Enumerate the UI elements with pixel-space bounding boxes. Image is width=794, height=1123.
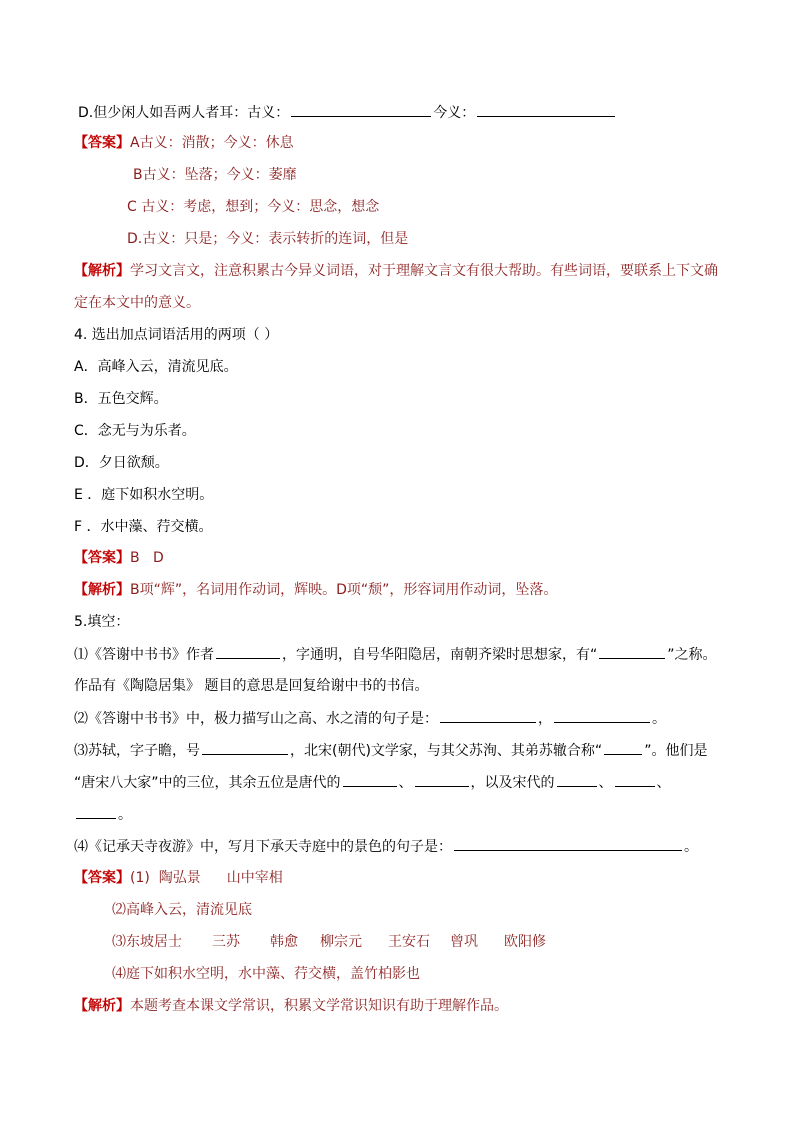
blank [454,836,682,851]
analysis-4 [74,580,557,600]
text: ， [538,711,552,727]
question-5-part4 [74,836,698,857]
answer-3d: D.古义：只是；今义：表示转折的连词，但是 [127,231,409,247]
answer-item: 曾巩 [450,934,478,950]
answer-item: 王安石 [388,934,430,950]
text: ⑵《答谢中书书》中，极力描写山之高、水之清的句子是： [74,711,438,727]
analysis-5 [74,996,508,1016]
answer-tag: 【答案】 [74,870,130,886]
text: ，字通明，自号华阳隐居，南朝齐梁时思想家，有“ [282,647,598,663]
answer-5-l1b: 山中宰相 [226,870,283,886]
text: 、 [598,775,613,791]
text: ⑴《答谢中书书》作者 [74,647,214,663]
text: 、 [656,775,671,791]
answer-5-l1a: (1) 陶弘景 [130,870,201,886]
question-4-option: D．夕日欲颓。 [74,455,169,471]
analysis-tag: 【解析】 [74,263,130,279]
analysis-3-line2: 定在本文中的意义。 [74,295,200,311]
blank [343,772,397,787]
answer-3b: B古义：坠落；今义：萎靡 [133,167,297,183]
question-5-part2 [74,708,666,729]
question-5-part1 [74,644,717,665]
question-5-part3-cont [74,772,671,793]
text: ，以及宋代的 [470,775,555,791]
analysis-tag: 【解析】 [74,582,130,598]
text: ”。他们是 [644,743,708,759]
analysis-3-line1: 学习文言文，注意积累古今异义词语，对于理解文言文有很大帮助。有些词语，要联系上下文确 [130,263,718,279]
answer-5-l2: ⑵高峰入云，清流见底 [112,902,252,918]
question-5-title: 5.填空： [74,614,130,630]
question-5-part3-end [74,804,132,825]
answer-tag: 【答案】 [74,135,130,151]
text: “唐宋八大家”中的三位，其余五位是唐代的 [74,775,341,791]
answer-item: ⑶东坡居士 [112,934,182,950]
text: 。 [118,807,132,823]
blank [216,644,280,659]
question-5-part3 [74,740,707,761]
analysis-tag: 【解析】 [74,998,130,1014]
answer-3 [74,133,294,153]
text: ⑷《记承天寺夜游》中，写月下承天寺庭中的景色的句子是： [74,839,452,855]
blank [477,102,615,117]
analysis-5-text: 本题考查本课文学常识，积累文学常识知识有助于理解作品。 [130,998,508,1014]
blank [440,708,536,723]
answer-4-text: B D [130,550,164,566]
answer-item: 柳宗元 [320,934,362,950]
blank [604,740,642,755]
text: ，北宋(朝代)文学家，与其父苏洵、其弟苏辙合称“ [290,743,603,759]
answer-item: 三苏 [212,934,240,950]
question-4-stem: 4. 选出加点词语活用的两项（ ） [74,327,279,343]
question-4-option: B．五色交辉。 [74,391,168,407]
text: ⑶苏轼，字子瞻，号 [74,743,200,759]
blank [615,772,655,787]
analysis-4-text: B项“辉”，名词用作动词，辉映。D项“颓”，形容词用作动词，坠落。 [130,582,558,598]
text: ”之称。 [667,647,717,663]
question-4-option: A．高峰入云，清流见底。 [74,359,238,375]
answer-3c: C 古义：考虑，想到；今义：思念，想念 [127,199,380,215]
answer-5-l3 [112,932,546,952]
text: 、 [398,775,413,791]
question-4-option: F ．水中藻、荇交横。 [74,519,213,535]
answer-5-l4: ⑷庭下如积水空明，水中藻、荇交横，盖竹柏影也 [112,966,420,982]
text: 。 [684,839,698,855]
blank [415,772,469,787]
question-4-option: E ．庭下如积水空明。 [74,487,214,503]
blank [202,740,288,755]
blank [599,644,665,659]
answer-5 [74,868,283,888]
question-3d-text: D.但少闲人如吾两人者耳：古义： [78,105,290,121]
blank [554,708,650,723]
answer-tag: 【答案】 [74,550,130,566]
blank [291,102,431,117]
answer-3a: A古义：消散；今义：休息 [130,135,294,151]
analysis-3 [74,261,718,281]
question-4-option: C．念无与为乐者。 [74,423,196,439]
blank [76,804,116,819]
answer-4 [74,548,164,568]
text: 。 [652,711,666,727]
answer-item: 欧阳修 [504,934,546,950]
question-5-part1-cont: 作品有《陶隐居集》 题目的意思是回复给谢中书的书信。 [74,678,429,694]
blank [557,772,597,787]
question-3d [78,102,617,123]
answer-item: 韩愈 [270,934,298,950]
question-3d-mid: 今义： [433,105,476,121]
